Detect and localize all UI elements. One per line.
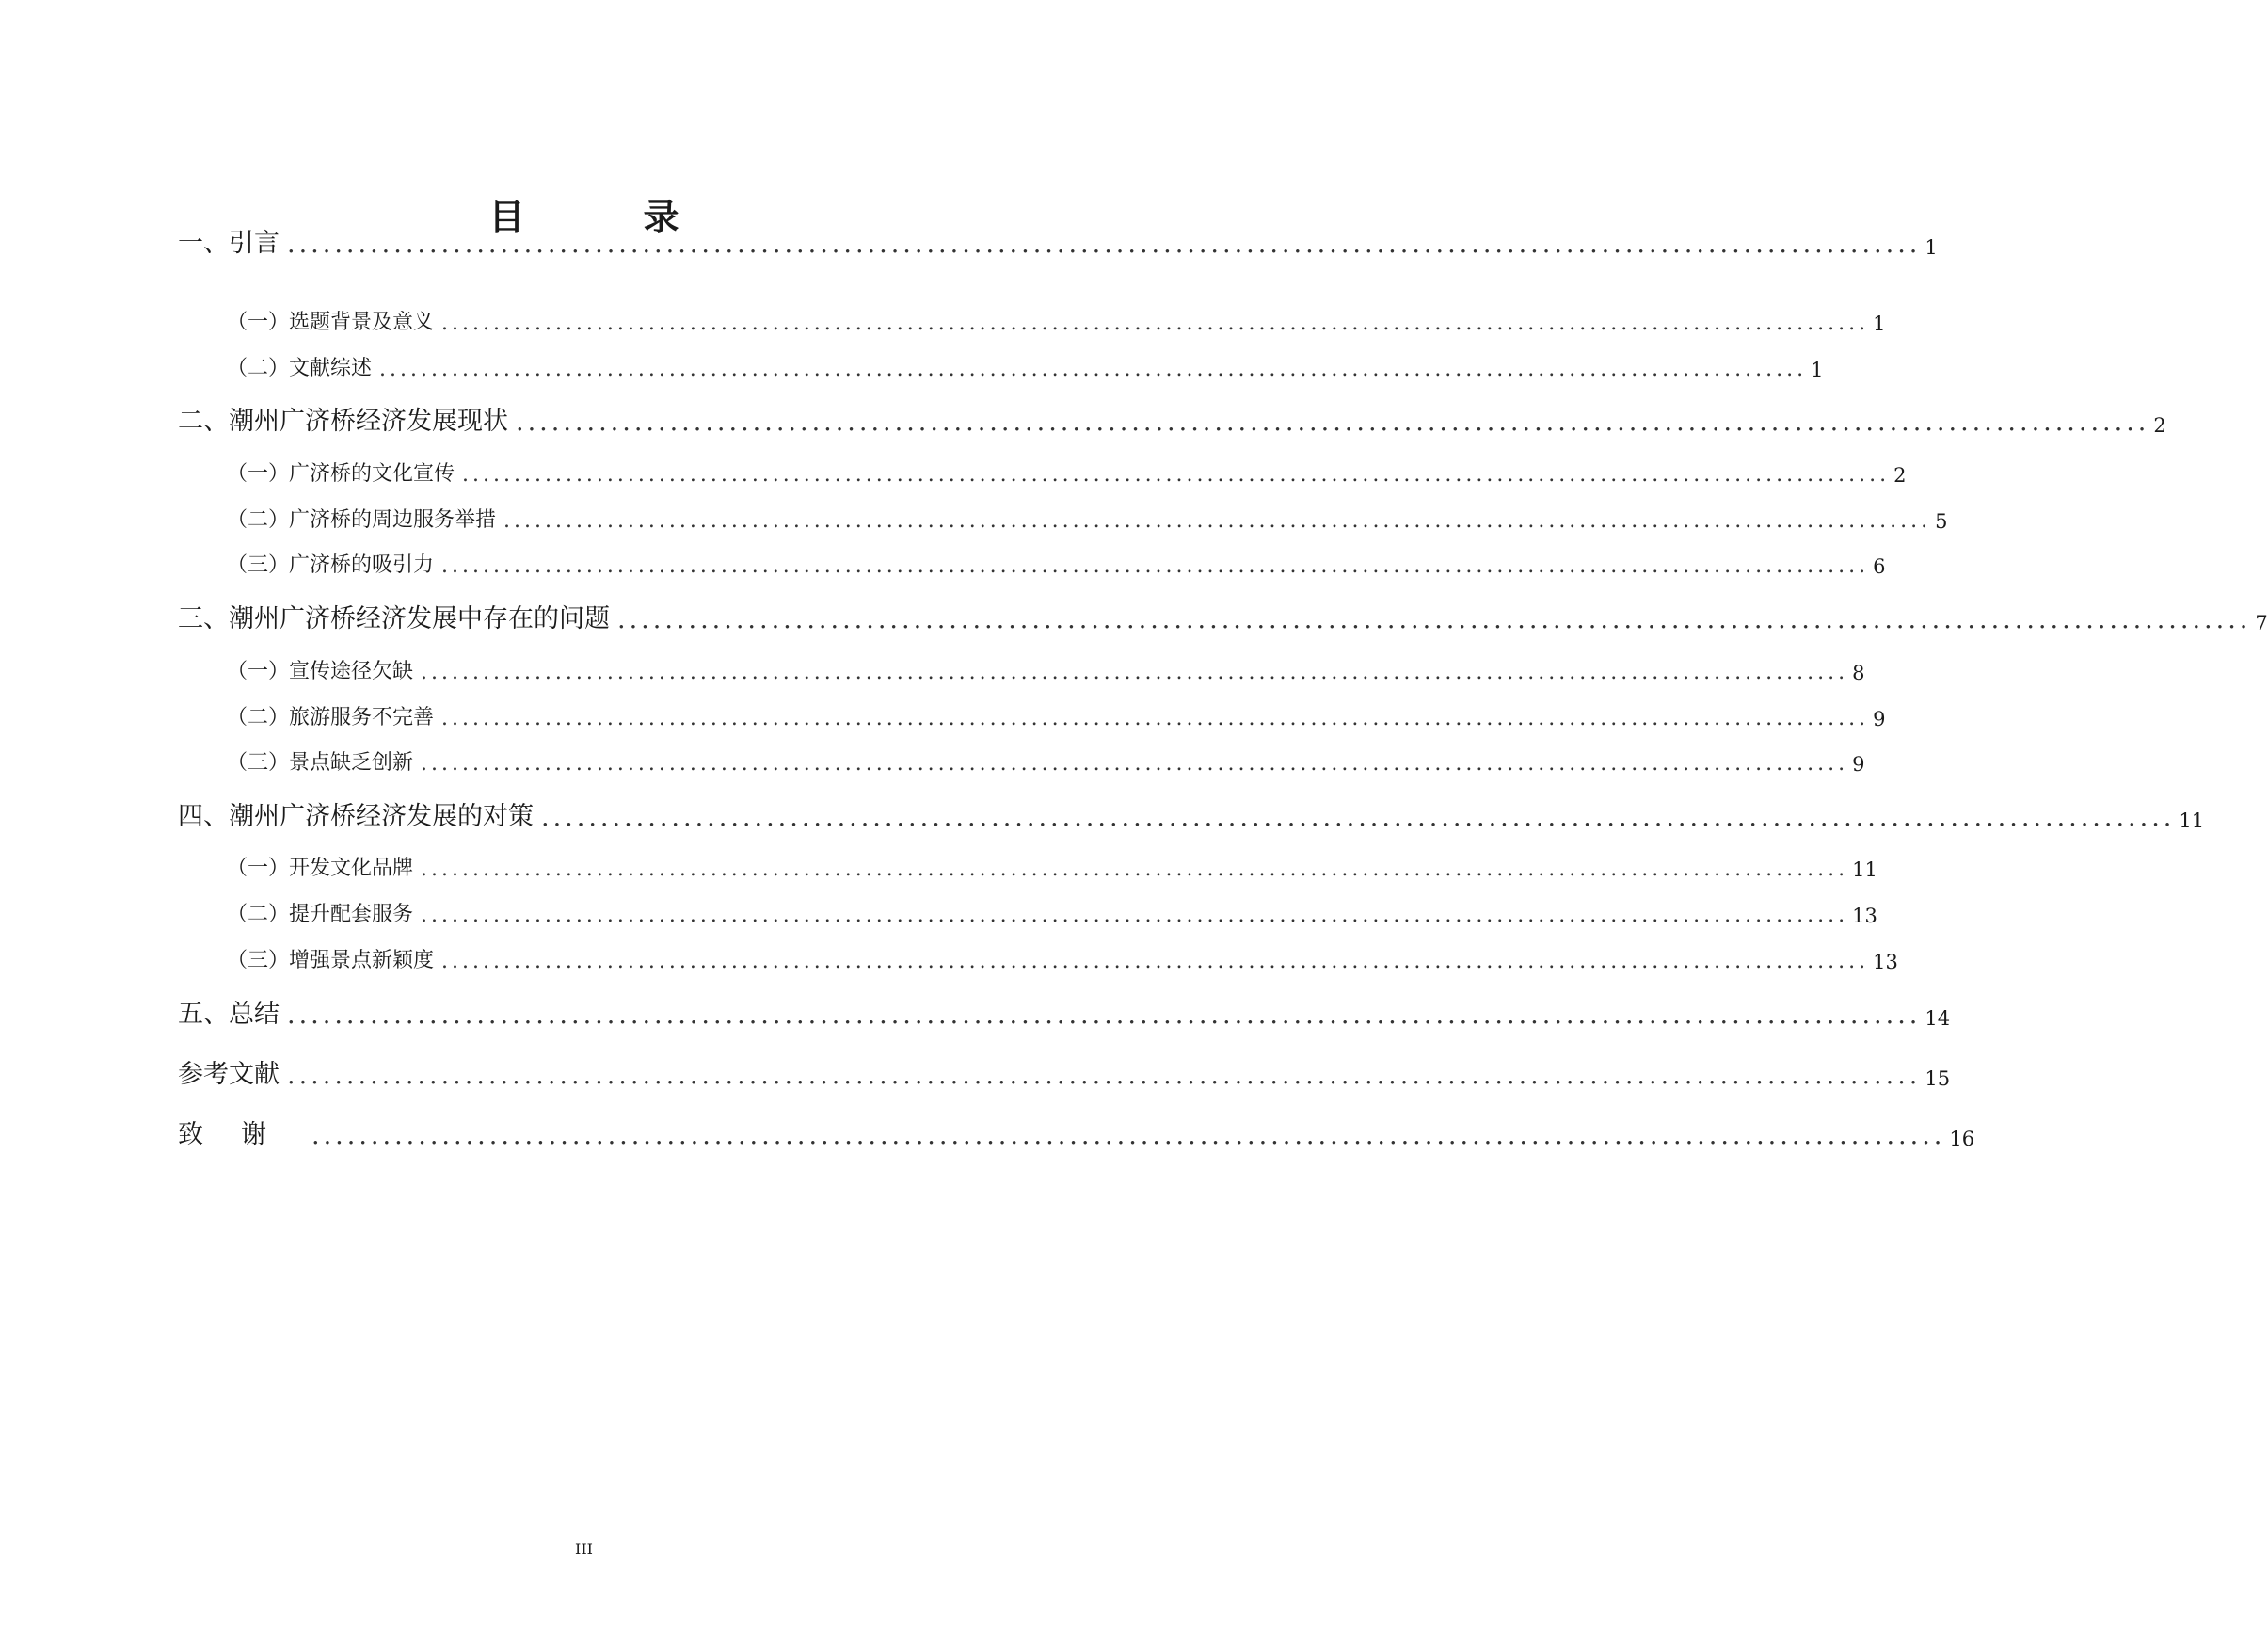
toc-entry-page: 1 bbox=[1811, 359, 1824, 381]
toc-entry-page: 8 bbox=[1852, 662, 1865, 684]
toc-entry[interactable] bbox=[178, 598, 2268, 634]
toc-entry[interactable] bbox=[227, 549, 1886, 578]
toc-leader-dots: .......................................................................................................................................... bbox=[541, 803, 2176, 832]
toc-entry-label: （三）景点缺乏创新 bbox=[227, 751, 414, 775]
toc-entry[interactable] bbox=[227, 457, 1907, 487]
toc-entry[interactable] bbox=[227, 306, 1886, 335]
toc-entry-page: 6 bbox=[1873, 555, 1886, 578]
toc-entry-label: （二）旅游服务不完善 bbox=[227, 706, 435, 729]
toc-leader-dots: .......................................................................................................................................... bbox=[379, 358, 1808, 381]
toc-entry-label: 三、潮州广济桥经济发展中存在的问题 bbox=[178, 604, 610, 633]
toc-leader-dots: .......................................................................................................................................... bbox=[287, 1061, 1922, 1090]
toc-entry[interactable] bbox=[227, 352, 1824, 381]
toc-entry[interactable] bbox=[227, 852, 1877, 881]
toc-entry-label: （二）提升配套服务 bbox=[227, 903, 414, 926]
toc-entry[interactable] bbox=[227, 504, 1948, 533]
toc-leader-dots: .......................................................................................................................................... bbox=[503, 509, 1932, 533]
toc-leader-dots: .......................................................................................................................................... bbox=[421, 858, 1849, 881]
toc-leader-dots: .......................................................................................................................................... bbox=[441, 312, 1870, 335]
toc-entry[interactable] bbox=[227, 944, 1898, 973]
toc-entry-label: （一）开发文化品牌 bbox=[227, 857, 414, 880]
toc-entry-page: 16 bbox=[1949, 1128, 1975, 1150]
toc-entry-label: （一）宣传途径欠缺 bbox=[227, 660, 414, 683]
toc-leader-dots: .......................................................................................................................................... bbox=[287, 1001, 1922, 1030]
toc-leader-dots: .......................................................................................................................................... bbox=[462, 463, 1891, 487]
toc-entry-page: 9 bbox=[1852, 753, 1865, 776]
toc-entry-label: 参考文献 bbox=[178, 1060, 280, 1089]
toc-entry-label: （一）广济桥的文化宣传 bbox=[227, 462, 455, 486]
toc-leader-dots: .......................................................................................................................................... bbox=[421, 752, 1849, 776]
toc-entry[interactable] bbox=[227, 898, 1877, 927]
toc-entry-label: （三）增强景点新颖度 bbox=[227, 949, 435, 972]
toc-leader-dots: .......................................................................................................................................... bbox=[441, 707, 1870, 730]
toc-entry-label: 一、引言 bbox=[178, 229, 280, 258]
toc-entry-page: 1 bbox=[1925, 236, 1938, 259]
toc-leader-dots: .......................................................................................................................................... bbox=[617, 605, 2252, 634]
toc-entry-page: 2 bbox=[1893, 464, 1907, 487]
toc-leader-dots: .......................................................................................................................................... bbox=[311, 1121, 1946, 1150]
toc-entry-label: 二、潮州广济桥经济发展现状 bbox=[178, 407, 508, 436]
toc-title: 目 录 bbox=[488, 197, 721, 238]
toc-entry[interactable] bbox=[227, 746, 1865, 776]
footer-page-number: III bbox=[575, 1540, 593, 1558]
toc-entry[interactable] bbox=[227, 701, 1886, 730]
toc-entry-label: （二）广济桥的周边服务举措 bbox=[227, 508, 497, 532]
toc-entry-label: （二）文献综述 bbox=[227, 357, 373, 380]
toc-entry-label: （三）广济桥的吸引力 bbox=[227, 553, 435, 577]
toc-entry[interactable] bbox=[227, 655, 1865, 684]
toc-entry-page: 5 bbox=[1935, 510, 1948, 533]
toc-entry-page: 14 bbox=[1925, 1007, 1951, 1030]
toc-entry-page: 2 bbox=[2153, 414, 2166, 437]
toc-entry-page: 13 bbox=[1873, 951, 1898, 973]
toc-leader-dots: .......................................................................................................................................... bbox=[441, 554, 1870, 578]
toc-entry[interactable] bbox=[178, 1053, 1951, 1090]
toc-entry-page: 15 bbox=[1925, 1067, 1951, 1090]
toc-leader-dots: .......................................................................................................................................... bbox=[421, 904, 1849, 927]
toc-entry[interactable] bbox=[178, 795, 2205, 832]
toc-entry-label: 四、潮州广济桥经济发展的对策 bbox=[178, 802, 534, 831]
toc-entry-label: （一）选题背景及意义 bbox=[227, 311, 435, 334]
toc-entry-label: 五、总结 bbox=[178, 1000, 280, 1029]
toc-leader-dots: .......................................................................................................................................... bbox=[287, 230, 1922, 259]
toc-entry-page: 11 bbox=[2179, 809, 2205, 832]
toc-entry[interactable] bbox=[178, 993, 1951, 1030]
toc-entry-page: 7 bbox=[2255, 612, 2268, 634]
toc-entry-page: 11 bbox=[1852, 858, 1877, 881]
toc-entry-page: 13 bbox=[1852, 905, 1877, 927]
toc-entry[interactable] bbox=[178, 222, 1938, 259]
toc-entry[interactable] bbox=[178, 400, 2166, 437]
toc-leader-dots: .......................................................................................................................................... bbox=[516, 408, 2150, 437]
toc-entry-label: 致谢 bbox=[178, 1120, 304, 1149]
toc-leader-dots: .......................................................................................................................................... bbox=[421, 661, 1849, 684]
toc-leader-dots: .......................................................................................................................................... bbox=[441, 950, 1870, 973]
toc-entry-page: 1 bbox=[1873, 313, 1886, 335]
toc-entry[interactable] bbox=[178, 1114, 1975, 1150]
toc-entry-page: 9 bbox=[1873, 708, 1886, 730]
